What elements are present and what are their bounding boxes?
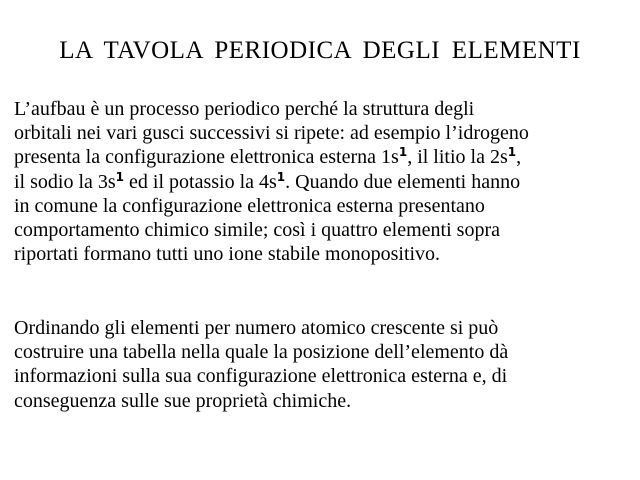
superscript: 1 [115, 169, 125, 184]
text-segment: , [516, 146, 522, 169]
text-segment: ed il potassio la 4s [124, 170, 277, 193]
slide-title: LA TAVOLA PERIODICA DEGLI ELEMENTI [59, 37, 581, 64]
paragraph-line: comportamento chimico simile; così i quattro elementi sopra [14, 219, 500, 242]
text-segment: , il litio la 2s [407, 146, 508, 169]
text-segment: presenta la configurazione elettronica esterna 1s [14, 146, 399, 169]
paragraph-line: L’aufbau è un processo periodico perché la struttura degli [14, 98, 475, 120]
superscript: 1 [507, 145, 517, 160]
paragraph-line [14, 145, 632, 169]
paragraph-tavola [14, 316, 632, 413]
paragraph-line: orbitali nei vari gusci successivi si ripete: ad esempio l’idrogeno [14, 122, 529, 145]
text-segment: il sodio la 3s [14, 170, 116, 193]
paragraph-line: informazioni sulla sua configurazione elettronica esterna e, di [14, 365, 508, 388]
paragraph-line: Ordinando gli elementi per numero atomico crescente si può [14, 317, 499, 339]
paragraph-line: costruire una tabella nella quale la posizione dell’elemento dà [14, 341, 509, 364]
paragraph-line [14, 170, 632, 194]
text-segment: . Quando due elementi hanno [285, 170, 521, 193]
superscript: 1 [276, 169, 286, 184]
paragraph-line: conseguenza sulle sue proprietà chimiche. [14, 389, 352, 412]
superscript: 1 [398, 145, 408, 160]
paragraph-aufbau [14, 97, 632, 266]
paragraph-line: in comune la configurazione elettronica esterna presentano [14, 194, 485, 217]
paragraph-line: riportati formano tutti uno ione stabile monopositivo. [14, 243, 441, 266]
